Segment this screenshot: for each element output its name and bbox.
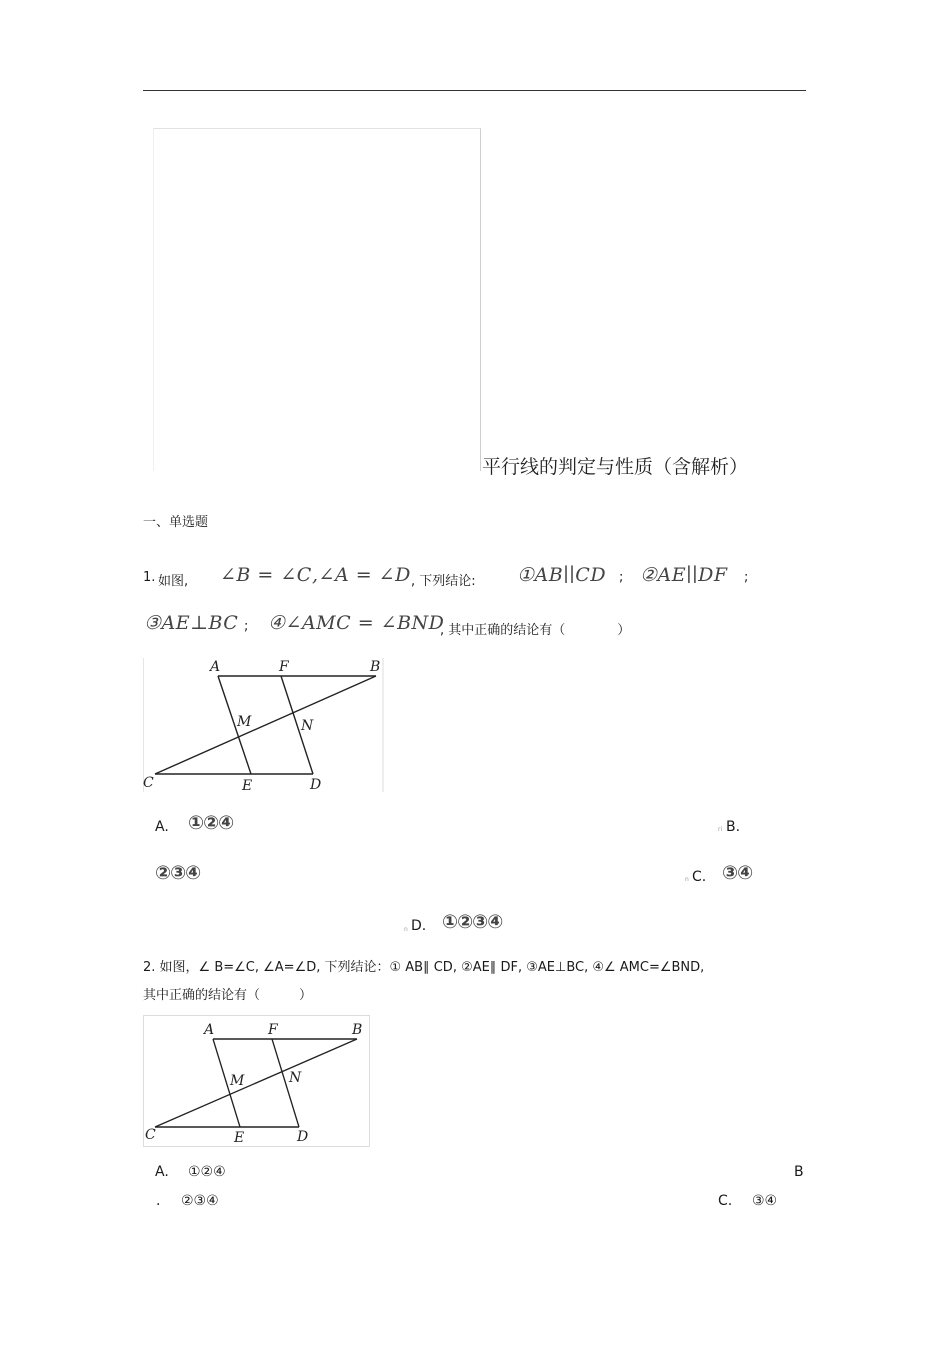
q1-separator-3: ;	[244, 619, 249, 634]
q1-given-a: ∠B = ∠C	[220, 564, 312, 586]
header-rule	[143, 90, 806, 91]
q1-option-d-value: ①②③④	[442, 911, 503, 933]
q2-line-cb	[155, 1039, 357, 1127]
q1-label-f: F	[279, 659, 289, 675]
cover-image-placeholder	[153, 128, 481, 471]
q1-conclusion-1: ①AB∣∣CD	[517, 564, 607, 586]
q1-label-a: A	[210, 659, 221, 675]
q2-option-a-value: ①②④	[188, 1164, 226, 1180]
q1-option-b-value: ②③④	[155, 862, 201, 884]
q2-option-c-label: C.	[718, 1193, 733, 1209]
q2-label-e: E	[234, 1130, 245, 1146]
page-title: 平行线的判定与性质（含解析）	[482, 456, 749, 478]
q2-option-c-value: ③④	[752, 1193, 778, 1209]
q1-option-a-label: A.	[155, 819, 169, 835]
q1-conclusion-3: ③AE⊥BC	[144, 612, 239, 634]
q1-option-b-marker: ri	[718, 826, 723, 833]
q1-tail: , 其中正确的结论有（ ）	[440, 623, 631, 638]
q1-intro: 如图,	[158, 574, 189, 589]
q1-separator-2: ;	[744, 570, 749, 585]
q1-option-d-label: D.	[411, 918, 427, 934]
q1-conclusion-2: ②AE∣∣DF	[640, 564, 728, 586]
q1-label-c: C	[143, 775, 154, 791]
q1-figure	[143, 658, 385, 794]
q1-option-c-value: ③④	[722, 862, 753, 884]
q1-option-c-marker: n	[685, 876, 689, 883]
q1-label-m: M	[237, 714, 252, 730]
q2-question-line-1: 2. 如图，∠ B=∠C, ∠A=∠D, 下列结论：① AB∥ CD, ②AE∥ DF, ③AE⊥BC, ④∠ AMC=∠BND,	[143, 960, 705, 975]
q1-given-b: ,∠A = ∠D	[312, 564, 411, 586]
q1-lead: , 下列结论:	[411, 574, 476, 589]
q1-option-c-label: C.	[692, 869, 707, 885]
q1-label-b: B	[370, 659, 381, 675]
q2-question-line-2: 其中正确的结论有（ ）	[143, 988, 313, 1003]
q1-conclusion-4: ④∠AMC = ∠BND	[268, 612, 445, 634]
q2-label-d: D	[297, 1129, 309, 1145]
q2-label-m: M	[230, 1073, 245, 1089]
q1-line-cb	[155, 676, 376, 774]
q2-label-f: F	[268, 1022, 278, 1038]
q2-label-n: N	[289, 1070, 302, 1086]
q2-figure	[143, 1015, 371, 1148]
q1-label-e: E	[242, 778, 253, 794]
q1-option-a-value: ①②④	[188, 812, 234, 834]
q1-label-d: D	[310, 777, 322, 793]
q2-option-b-value: ②③④	[181, 1193, 219, 1209]
q2-option-b-label: B	[794, 1164, 804, 1180]
q1-label-n: N	[301, 718, 314, 734]
q2-option-a-label: A.	[155, 1164, 169, 1180]
section-heading: 一、单选题	[143, 515, 209, 530]
q1-option-b-label: B.	[726, 819, 741, 835]
q1-separator-1: ;	[619, 570, 624, 585]
q2-option-b-dot: .	[156, 1193, 161, 1209]
q2-label-b: B	[352, 1022, 363, 1038]
q1-number: 1.	[143, 570, 156, 585]
q2-label-c: C	[145, 1127, 156, 1143]
q1-option-d-marker: n	[404, 926, 408, 933]
q2-label-a: A	[204, 1022, 215, 1038]
